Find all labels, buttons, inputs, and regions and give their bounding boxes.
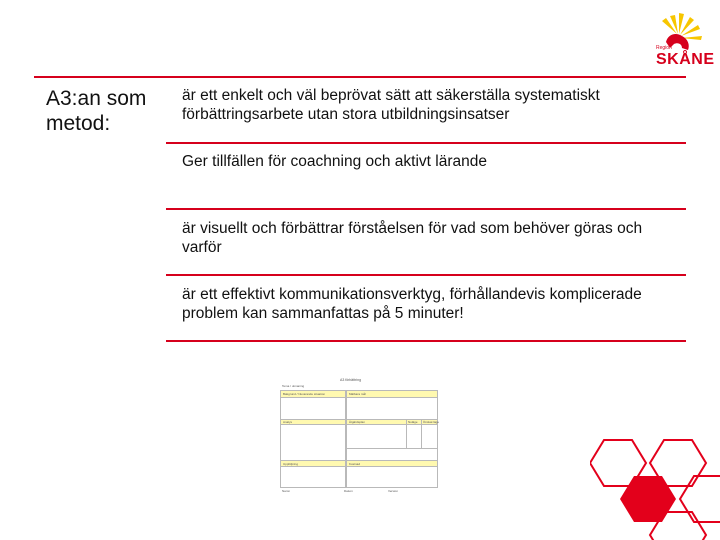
a3-label: Version — [388, 489, 399, 493]
section-heading: A3:an som metod: — [46, 87, 147, 135]
logo-tagline: Region — [656, 45, 672, 51]
a3-cell: Nuläge — [406, 419, 423, 426]
a3-label: Namn — [282, 489, 291, 493]
a3-cell — [280, 466, 346, 488]
a3-cell: Önskat läge — [423, 420, 440, 424]
list-item: är ett enkelt och väl beprövat sätt att säkerställa systematiskt förbättringsarbete utan stora utbildningsinsatser — [182, 87, 600, 123]
list-item: är visuellt och förbättrar förståelsen för vad som behöver göras och varför — [182, 220, 643, 256]
list-item: är ett effektivt kommunikationsverktyg, förhållandevis komplicerade problem kan sammanfattas på 5 minuter! — [182, 286, 642, 322]
a3-cell — [346, 424, 408, 450]
hexagon-outline — [680, 476, 720, 522]
divider-4 — [166, 340, 686, 342]
a3-cell: Uppföljning — [280, 460, 346, 468]
a3-label: Datum — [344, 489, 353, 493]
divider-top — [34, 76, 686, 78]
a3-cell — [280, 397, 346, 421]
a3-cell — [280, 424, 346, 462]
divider-2 — [166, 208, 686, 210]
a3-cell: Åtgärdsplan — [346, 419, 408, 426]
a3-cell: Analys — [280, 419, 346, 426]
a3-title: A3 förbättring — [340, 378, 362, 382]
divider-1 — [166, 142, 686, 144]
a3-cell — [346, 466, 438, 488]
list-item: Ger tillfällen för coachning och aktivt lärande — [182, 153, 487, 170]
a3-form-thumbnail — [278, 378, 438, 496]
a3-label: Tema / utmaning — [282, 384, 305, 388]
a3-cell: Mätbara mål — [346, 390, 438, 399]
divider-3 — [166, 274, 686, 276]
a3-cell: Bakgrund / Nuvarande situation — [280, 390, 346, 399]
a3-cell — [421, 424, 438, 450]
a3-cell — [346, 397, 438, 421]
region-skane-logo — [648, 12, 715, 68]
decorative-hexagons — [590, 430, 720, 540]
a3-cell: Kostnad — [346, 460, 438, 468]
hexagon-filled — [620, 476, 676, 522]
logo-wordmark: SKÅNE — [656, 51, 715, 68]
